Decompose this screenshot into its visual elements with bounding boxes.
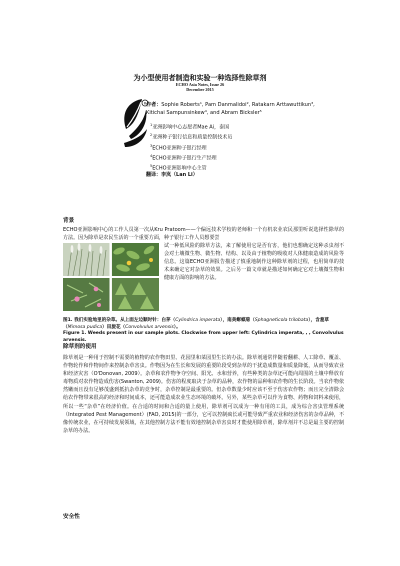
figure-caption-english: Figure 1. Weeds present in our sample plots. Clockwise from upper left: Cylindrica imperata, , , Convolvulus arvensis. [63,331,344,344]
page-title: 为小型使用者制造和实验一种选择性除草剂 [133,74,267,82]
herbicide-use-paragraph: 除草剂是一种用于控制不需要的植物的农作物田里、花园里和菜园里生长的办法。除草剂通常伴随着翻耕、人工除草、覆盖、作物轮作和作物间作来控制杂草害虫。作物因为在生长和发展的重要阶段受到杂草的干扰造成数量和质量降低，从而导致农业和经济灾害（O'Donovan, 2009）。杂草和农作物争夺空间、阳光、水和营养，有些种类的杂草还可能向周围的土壤中释放有毒物质对农作物造成伤害(Swanton, 2009)。伤害的程度取决于杂草的品种，农作物的品种和农作物的生长阶段。当农作物依然嫩而且没有足够茂盛到抵抗杂草的竞争时，杂草控制是最重要的。但杂草数量少时应该不至于伤害农作物；而且完全清除会给农作物带来很高的经济和时间成本，还可能造成农业生态环境的破坏。另外，某些杂草可以作为食物、药物和饲料来使用，所以一些“杂草”在经济价值。在合适的时间和合适的量上使用，除草剂可以成为一种有用的工具，成为综合害虫管理系统（Integrated Pest Management）(FAO, 2015)的一部分，它可以控制疯长或可能导致严重农业和经济伤害的杂草品种，不像传统农业，在可持续发展领域，在其他控制方法不能有效地控制杂草害虫时才能使用除草剂，除草剂并不总是最主要的控制杂草的办法。 [63,355,344,434]
herbicide-use-heading: 除草剂的使用 [63,344,97,350]
affiliation-item: $^5$ECHO亚洲影响中心主管 [150,164,207,173]
affiliation-item: $^4$ECHO亚洲种子银行生产经理 [150,154,217,162]
authors-label: 作者： [146,102,162,108]
affiliation-item: $^2$亚洲种子银行信息和质量控制技术员 [150,133,233,142]
translator-name: 李岚（Lan Li） [161,172,198,178]
affiliation-item: $^3$ECHO亚洲种子银行经理 [150,143,207,152]
background-paragraph-continued: 试一种低风险的除草方法，来了解使用它是否有害，他们也想确定这种杀虫剂不会对土壤微生物、微生物、结构、以及由于植物的吸收对人体健康造成的风险等信息。这篇ECHO亚洲报告描述了慎重地制作这种除草剂的过程，也用简单的技术来确定它对杂草的效果。之后另一篇文章就是描述如何确定它对土壤微生物和健康方面的影响的方法。 [164,243,344,282]
date-line: December 2015 [186,87,214,92]
authors-line-2: Kitichai Sampunsinkew⁴, and Abram Bicksler⁵ [146,109,262,116]
publication-line: ECHO Asia Notes, Issue 26 [175,82,225,87]
authors-line-1: Sophie Roberts¹, Pam Danmalidoi², Ratakarn Arttawuttikun³, [161,102,315,108]
affiliation-list [150,122,380,174]
figure-caption: 图1. 我们实验地里的杂草。从上面左边顺时针：白茅（Cylindrica imperata），南美蟛蜞菊（Sphagneticola trilobata），含羞草（Mimosa pudica）田旋花（Convolvulus arvensis）。 Figure 1. Weeds present in our sample plots. Clockwise from upper left: Cylindrica imperata, , , Convolvulus arvensis. [63,318,344,344]
background-paragraph: ECHO亚洲影响中心的工作人员第一次从Kru Pratoom——个偏远技术学校的老师和一个有机农业农民那里听说选择性除草的方法。因为除草是农民生活的一个重要方面，种子银行工作人员想要尝 [63,227,344,242]
translator-line [146,171,198,178]
affiliation-item: $^1$亚洲影响中心志愿者Mae Ai，泰国 [150,123,230,131]
safety-heading: 安全性 [63,514,80,520]
weed-photo-grid [63,243,159,311]
svg-text:R: R [143,101,147,106]
author-block [143,101,386,117]
background-heading: 背景 [63,218,75,224]
translator-label: 翻译： [146,172,162,178]
